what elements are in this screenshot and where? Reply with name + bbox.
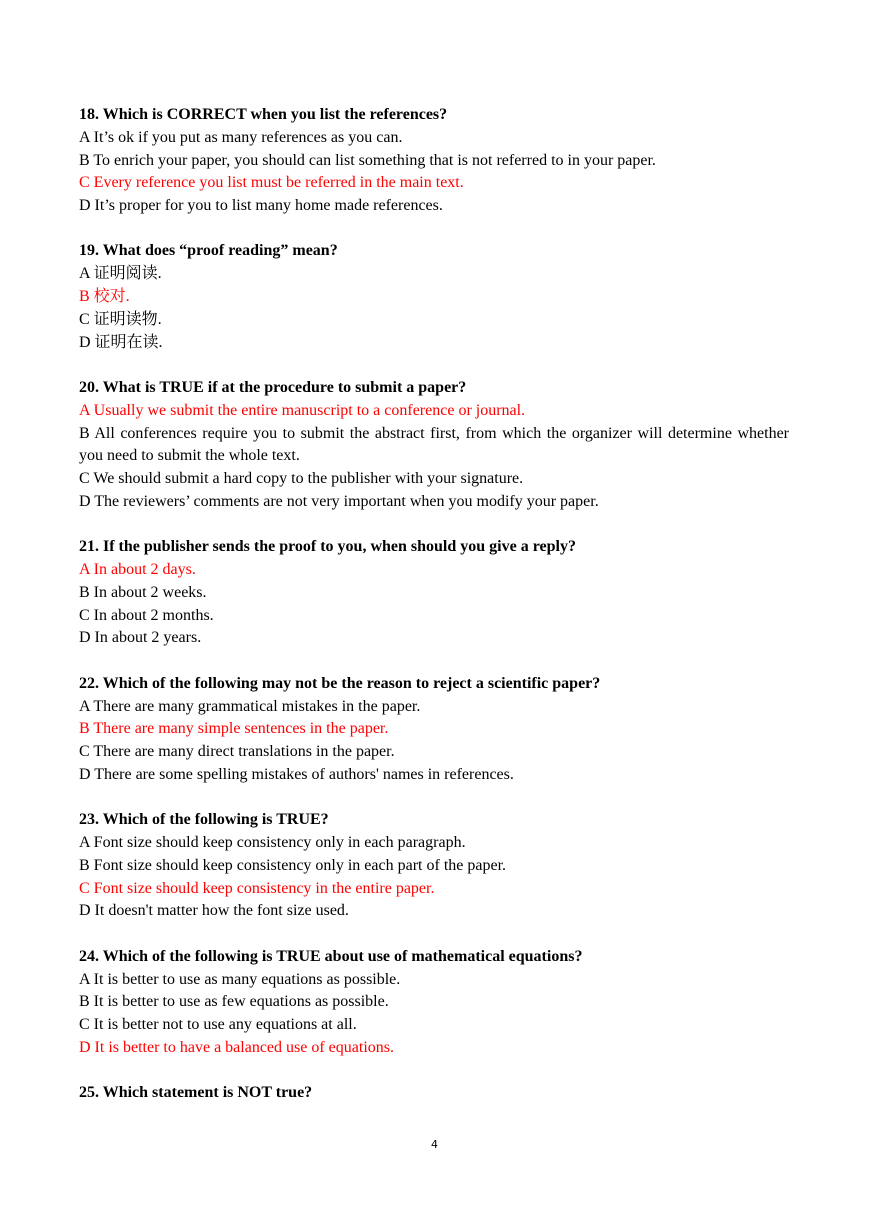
page-number: 4 (431, 1138, 438, 1151)
question-block (79, 104, 789, 218)
question-stem: 18. Which is CORRECT when you list the references? (79, 106, 448, 123)
question-stem: 25. Which statement is NOT true? (79, 1084, 313, 1102)
question-stem: 24. Which of the following is TRUE about use of mathematical equations? (79, 947, 583, 965)
answer-option: D There are some spelling mistakes of authors' names in references. (79, 765, 514, 783)
answer-option: A Font size should keep consistency only in each paragraph. (79, 834, 466, 852)
question-block (79, 536, 789, 650)
question-stem: 19. What does “proof reading” mean? (79, 242, 338, 260)
question-stem: 22. Which of the following may not be the reason to reject a scientific paper? (79, 674, 601, 692)
answer-option: B It is better to use as few equations as possible. (79, 993, 389, 1011)
question-block (79, 946, 789, 1060)
answer-option-correct: D It is better to have a balanced use of equations. (79, 1038, 394, 1056)
answer-option: C We should submit a hard copy to the publisher with your signature. (79, 470, 524, 488)
answer-option-correct: A In about 2 days. (79, 561, 196, 579)
question-stem: 20. What is TRUE if at the procedure to submit a paper? (79, 378, 467, 396)
answer-option: D It’s proper for you to list many home made references. (79, 197, 443, 215)
answer-option: D It doesn't matter how the font size used. (79, 902, 349, 920)
answer-option-correct: C Every reference you list must be referred in the main text. (79, 174, 464, 192)
question-block (79, 1082, 789, 1105)
answer-option: A There are many grammatical mistakes in the paper. (79, 697, 421, 715)
answer-option-correct: A Usually we submit the entire manuscript to a conference or journal. (79, 401, 526, 419)
question-block (79, 809, 789, 923)
document-body (79, 104, 789, 1127)
answer-option: C In about 2 months. (79, 606, 214, 624)
answer-option-correct: B 校对. (79, 288, 130, 306)
answer-option-correct: B There are many simple sentences in the paper. (79, 720, 389, 738)
answer-option: A 证明阅读. (79, 265, 162, 283)
question-block (79, 377, 789, 514)
question-stem: 21. If the publisher sends the proof to you, when should you give a reply? (79, 538, 576, 556)
answer-option: C There are many direct translations in the paper. (79, 743, 395, 761)
answer-option: B Font size should keep consistency only in each part of the paper. (79, 856, 507, 874)
answer-option: A It is better to use as many equations as possible. (79, 970, 401, 988)
question-block (79, 240, 789, 354)
answer-option: B To enrich your paper, you should can list something that is not referred to in your paper. (79, 151, 656, 169)
question-stem: 23. Which of the following is TRUE? (79, 811, 329, 829)
answer-option: D The reviewers’ comments are not very important when you modify your paper. (79, 492, 599, 510)
answer-option: B All conferences require you to submit the abstract first, from which the organizer will determine whether you need to submit the whole text. (79, 424, 789, 465)
answer-option: C 证明读物. (79, 310, 162, 328)
answer-option: B In about 2 weeks. (79, 583, 207, 601)
answer-option: D 证明在读. (79, 333, 163, 351)
answer-option: D In about 2 years. (79, 629, 202, 647)
answer-option: A It’s ok if you put as many references as you can. (79, 128, 403, 146)
answer-option-correct: C Font size should keep consistency in the entire paper. (79, 879, 435, 897)
answer-option: C It is better not to use any equations at all. (79, 1016, 357, 1034)
question-block (79, 673, 789, 787)
